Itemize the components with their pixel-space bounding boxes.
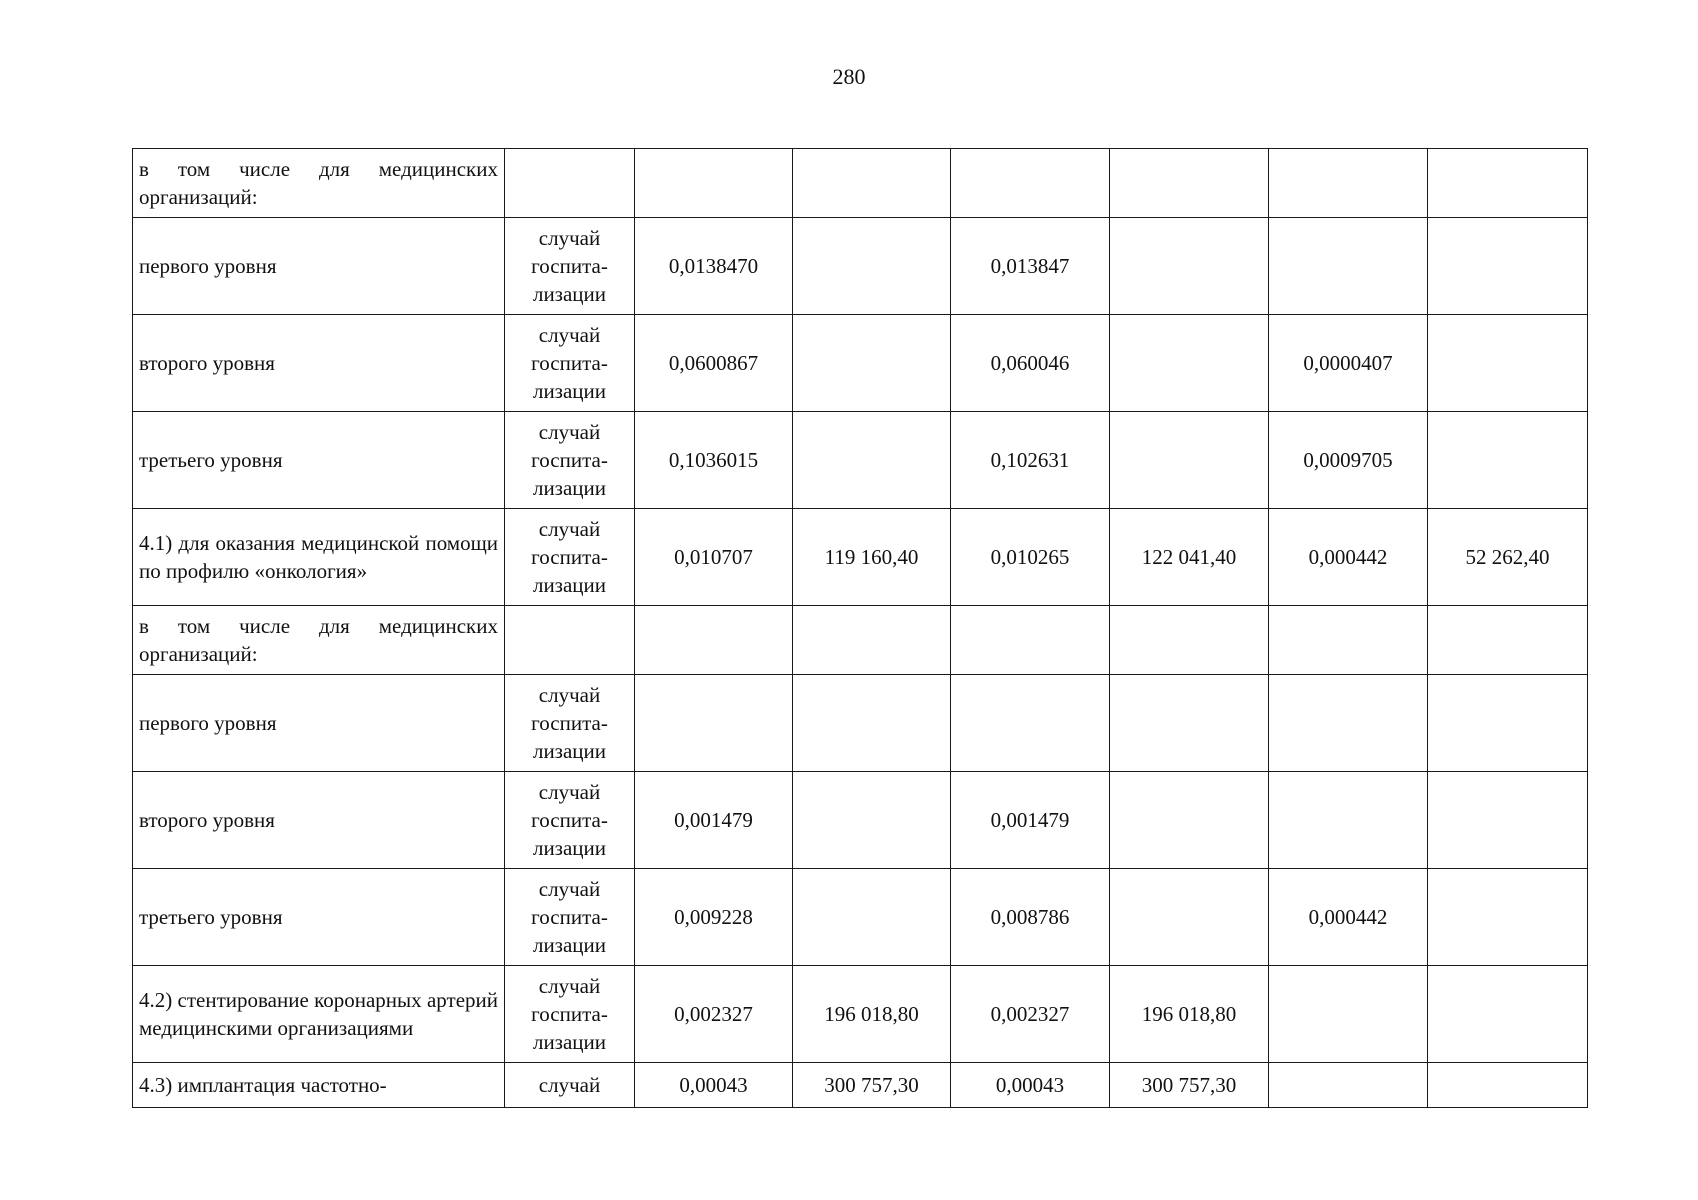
value-cell [1428, 606, 1588, 675]
row-name-cell: первого уровня [133, 218, 505, 315]
value-cell [793, 149, 951, 218]
value-cell [1269, 772, 1428, 869]
value-cell [1110, 675, 1269, 772]
value-cell: 0,0000407 [1269, 315, 1428, 412]
value-cell [793, 772, 951, 869]
row-name-cell: 4.2) стентирование коронарных артерий медицинскими организациями [133, 966, 505, 1063]
value-cell: 0,102631 [951, 412, 1110, 509]
value-cell [951, 606, 1110, 675]
value-cell: 0,009228 [635, 869, 793, 966]
unit-text: случай [538, 517, 601, 541]
unit-cell [505, 149, 635, 218]
unit-cell [505, 412, 635, 509]
value-cell [1110, 218, 1269, 315]
row-name-cell: в том числе для медицинских организаций: [133, 149, 505, 218]
table-row [133, 606, 1588, 675]
row-name-cell: второго уровня [133, 315, 505, 412]
unit-text: лизации [532, 1030, 607, 1054]
value-cell [1428, 218, 1588, 315]
value-cell [1110, 412, 1269, 509]
page-number: 280 [832, 64, 866, 89]
unit-text: госпита- [531, 351, 608, 375]
unit-text: лизации [532, 933, 607, 957]
value-cell: 0,001479 [635, 772, 793, 869]
value-cell [1269, 675, 1428, 772]
table-body [133, 149, 1588, 1108]
unit-cell [505, 509, 635, 606]
value-cell [635, 675, 793, 772]
value-cell: 0,0138470 [635, 218, 793, 315]
value-cell [635, 149, 793, 218]
value-cell: 0,013847 [951, 218, 1110, 315]
value-cell [1428, 149, 1588, 218]
value-cell: 0,000442 [1269, 869, 1428, 966]
row-name-cell: второго уровня [133, 772, 505, 869]
unit-text: госпита- [531, 711, 608, 735]
unit-text: госпита- [531, 1002, 608, 1026]
value-cell: 52 262,40 [1428, 509, 1588, 606]
value-cell [1269, 1063, 1428, 1108]
value-cell [1269, 606, 1428, 675]
unit-text: случай [538, 226, 601, 250]
unit-cell [505, 675, 635, 772]
row-name-cell: третьего уровня [133, 412, 505, 509]
value-cell: 300 757,30 [793, 1063, 951, 1108]
value-cell: 0,010265 [951, 509, 1110, 606]
unit-text: лизации [532, 476, 607, 500]
table-row [133, 772, 1588, 869]
value-cell [1428, 1063, 1588, 1108]
value-cell [1110, 606, 1269, 675]
value-cell [793, 606, 951, 675]
unit-text: госпита- [531, 545, 608, 569]
value-cell [1428, 675, 1588, 772]
value-cell [793, 218, 951, 315]
row-name-cell: 4.1) для оказания медицинской помощи по профилю «онкология» [133, 509, 505, 606]
value-cell [635, 606, 793, 675]
value-cell [793, 869, 951, 966]
value-cell [793, 675, 951, 772]
unit-text: лизации [532, 836, 607, 860]
unit-text: госпита- [531, 808, 608, 832]
value-cell [1269, 218, 1428, 315]
value-cell: 0,002327 [635, 966, 793, 1063]
value-cell: 0,060046 [951, 315, 1110, 412]
table-row [133, 1063, 1588, 1108]
value-cell: 119 160,40 [793, 509, 951, 606]
unit-text: случай [538, 323, 601, 347]
unit-text: лизации [532, 379, 607, 403]
table-row [133, 412, 1588, 509]
value-cell [1269, 149, 1428, 218]
value-cell [1428, 869, 1588, 966]
value-cell [793, 412, 951, 509]
value-cell: 0,008786 [951, 869, 1110, 966]
table-row [133, 966, 1588, 1063]
value-cell: 0,1036015 [635, 412, 793, 509]
table-row [133, 149, 1588, 218]
unit-text: случай [538, 683, 601, 707]
value-cell: 0,000442 [1269, 509, 1428, 606]
unit-cell [505, 966, 635, 1063]
value-cell [1110, 772, 1269, 869]
unit-text: случай [538, 420, 601, 444]
value-cell: 0,00043 [951, 1063, 1110, 1108]
value-cell [1110, 315, 1269, 412]
unit-text: госпита- [531, 254, 608, 278]
value-cell [951, 675, 1110, 772]
unit-text: лизации [532, 573, 607, 597]
unit-cell [505, 869, 635, 966]
value-cell: 196 018,80 [793, 966, 951, 1063]
value-cell [1110, 149, 1269, 218]
value-cell [1269, 966, 1428, 1063]
value-cell: 0,002327 [951, 966, 1110, 1063]
value-cell [1428, 412, 1588, 509]
value-cell: 196 018,80 [1110, 966, 1269, 1063]
value-cell [1428, 966, 1588, 1063]
unit-text: случай [538, 877, 601, 901]
table-row [133, 315, 1588, 412]
value-cell: 0,010707 [635, 509, 793, 606]
row-name-cell: в том числе для медицинских организаций: [133, 606, 505, 675]
unit-text: лизации [532, 282, 607, 306]
unit-cell [505, 772, 635, 869]
value-cell: 0,0009705 [1269, 412, 1428, 509]
unit-cell [505, 606, 635, 675]
table-row [133, 675, 1588, 772]
unit-cell [505, 218, 635, 315]
value-cell [1428, 772, 1588, 869]
table-row [133, 869, 1588, 966]
table-row [133, 509, 1588, 606]
value-cell: 0,001479 [951, 772, 1110, 869]
value-cell [793, 315, 951, 412]
value-cell: 122 041,40 [1110, 509, 1269, 606]
value-cell [1428, 315, 1588, 412]
unit-text: случай [538, 974, 601, 998]
value-cell: 0,0600867 [635, 315, 793, 412]
value-cell [1110, 869, 1269, 966]
unit-text: лизации [532, 739, 607, 763]
value-cell: 300 757,30 [1110, 1063, 1269, 1108]
unit-text: госпита- [531, 905, 608, 929]
value-cell [951, 149, 1110, 218]
table-row [133, 218, 1588, 315]
row-name-cell: третьего уровня [133, 869, 505, 966]
unit-cell [505, 1063, 635, 1108]
unit-text: случай [538, 780, 601, 804]
row-name-cell: первого уровня [133, 675, 505, 772]
unit-cell [505, 315, 635, 412]
value-cell: 0,00043 [635, 1063, 793, 1108]
row-name-cell: 4.3) имплантация частотно- [133, 1063, 505, 1108]
unit-text: госпита- [531, 448, 608, 472]
unit-text: случай [538, 1073, 601, 1097]
data-table [132, 148, 1588, 1108]
